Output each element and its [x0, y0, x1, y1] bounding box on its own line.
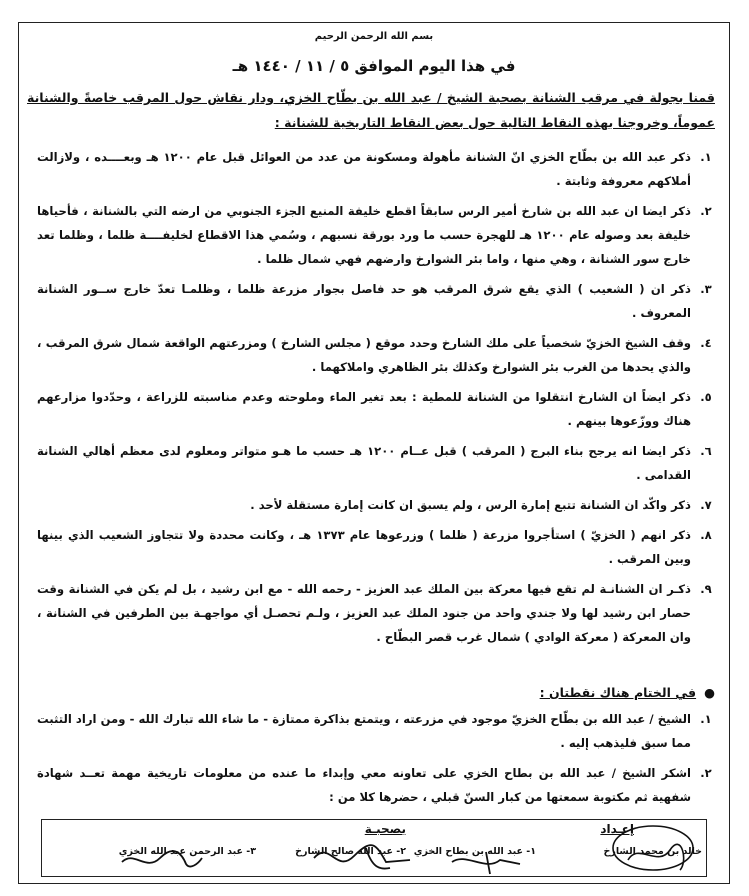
item-text: ذكـر ان الشنانـة لم تقع فيها معركة بين الملك عبد العزيز - رحمه الله - مع ابن رشيد ، بل لم يكن في الشنانة وقت حصار ابن رشيد لها ولا جندي واحد من جنود الملك عبد العزيز ، ولـم تحصـل أي مواجهـة بين الطرفين في الشنانة ، وان المعركة ( معركة الوادي ) شمال غرب قصر البطّاح . — [37, 582, 691, 644]
item-number: ١. — [700, 150, 712, 164]
signatory-name: ١- عبد الله بن بطاح الخزي — [413, 846, 536, 857]
item-text: وقف الشيخ الخزيّ شخصياً على ملك الشارخ وحدد موقع ( مجلس الشارخ ) ومزرعتهم الواقعة شمال شرق المرقب ، والذي يحدها من الغرب بئر الشوارخ وكذلك بئر الظاهري واملاكهما . — [37, 336, 691, 374]
signatory-name: ٢- عبد الله صالح الشارخ — [295, 846, 406, 857]
intro-paragraph: قمنا بجولة في مرقب الشنانة بصحبة الشيخ / عبد الله بن بطّاح الخزي، ودار نقاش حول المرقب خاصةً والشنانة عموماً، وخروجنا بهذه النقاط التالية حول بعض النقاط التاريخية للشنانة : — [27, 90, 715, 130]
conclusion-heading — [540, 685, 715, 700]
basmala: بسم الله الرحمن الرحيم — [314, 31, 434, 42]
signature-scribble-icon — [608, 822, 698, 876]
item-number: ٢. — [700, 766, 712, 780]
list-item — [37, 199, 717, 271]
item-text: اشكر الشيخ / عبد الله بن بطاح الخزي على تعاونه معي وإبداء ما عنده من معلومات تاريخية مهمة تعــد شهادة شفهية ثم مكتوبة سمعتها من كبار السنّ قبلي ، حضرها كلا من : — [37, 766, 691, 804]
item-number: ٦. — [700, 444, 712, 458]
signature-box — [41, 819, 707, 877]
list-item — [37, 277, 717, 325]
list-item — [37, 707, 717, 755]
list-item — [37, 331, 717, 379]
bullet-icon: ● — [704, 685, 715, 700]
item-text: ذكر ايضاً ان الشارخ انتقلوا من الشنانة للمطية : بعد تغير الماء وملوحته وعدم مناسبته للزراعة ، وحدّدوا مزارعهم هناك ووزّعوها بينهم . — [37, 390, 691, 428]
points-list — [37, 145, 717, 655]
accompanied-by-title: بصحبـة — [364, 822, 406, 836]
item-number: ٤. — [700, 336, 712, 350]
list-item — [37, 577, 717, 649]
signatory-name: ٣- عبد الرحمن عبد الله الخزي — [118, 846, 256, 857]
item-number: ١. — [700, 712, 712, 726]
list-item — [37, 439, 717, 487]
list-item — [37, 493, 717, 517]
item-text: ذكر ان ( الشعيب ) الذي يقع شرق المرقب هو حد فاصل بجوار مزرعة ظلما ، وظلمـا تعدّ خارج ســور الشنانة المعروف . — [37, 282, 691, 320]
list-item — [37, 761, 717, 809]
item-number: ٩. — [700, 582, 712, 596]
item-text: ذكر واكّد ان الشنانة تتبع إمارة الرس ، ولم يسبق ان كانت إمارة مستقلة لأحد . — [250, 498, 691, 512]
signatory-name: خالد بن محمد الشارخ — [603, 846, 702, 857]
list-item — [37, 145, 717, 193]
item-number: ٢. — [700, 204, 712, 218]
signature-scribble-icon — [306, 838, 416, 876]
list-item — [37, 385, 717, 433]
prepared-by-title: إعـداد — [600, 822, 634, 836]
list-item — [37, 523, 717, 571]
item-number: ٥. — [700, 390, 712, 404]
conclusion-list — [37, 707, 717, 815]
signature-scribble-icon — [116, 844, 206, 874]
item-text: الشيخ / عبد الله بن بطّاح الخزيّ موجود في مزرعته ، ويتمتع بذاكرة ممتازة - ما شاء الله تبارك الله - ومن اراد التثبت مما سبق فليذهب إليه . — [37, 712, 691, 750]
document-page — [18, 22, 730, 884]
item-text: ذكر ايضا انه يرجح بناء البرج ( المرقب ) قبل عــام ١٢٠٠ هـ حسب ما هـو متواتر ومعلوم لدى معظم أهالي الشنانة القدامى . — [37, 444, 691, 482]
conclusion-heading-text: في الختام هناك نقطتان : — [539, 685, 697, 700]
item-text: ذكر انهم ( الخزيّ ) استأجروا مزرعة ( ظلما ) وزرعوها عام ١٣٧٣ هـ ، وكانت محددة ولا تتجاوز الشعيب الذي بينها وبين المرقب . — [37, 528, 691, 566]
signature-scribble-icon — [446, 848, 526, 876]
item-number: ٧. — [700, 498, 712, 512]
item-number: ٨. — [700, 528, 712, 542]
document-date: في هذا اليوم الموافق ٥ / ١١ / ١٤٤٠ هـ — [232, 57, 516, 75]
item-number: ٣. — [700, 282, 712, 296]
item-text: ذكر عبد الله بن بطّاح الخزي انّ الشنانة مأهولة ومسكونة من عدد من العوائل قبل عام ١٢٠٠ هـ وبعــــده ، ولازالت أملاكهم معروفة وثابتة . — [37, 150, 691, 188]
item-text: ذكر ايضا ان عبد الله بن شارخ أمير الرس سابقاً اقطع خليفة المنيع الجزء الجنوبي من ارضه التي بالشنانة ، فأحياها خليفة بعد وصوله عام ١٢٠٠ هـ للهجرة حسب ما ورد بورقة نسبهم ، وسُمي هذا الاقطاع لخليفــــة ظلما ، وظلما تعد خارج سور الشنانة ، وهي منها ، واما بئر الشوارخ وارضهم فهي شمال ظلما . — [37, 204, 691, 266]
